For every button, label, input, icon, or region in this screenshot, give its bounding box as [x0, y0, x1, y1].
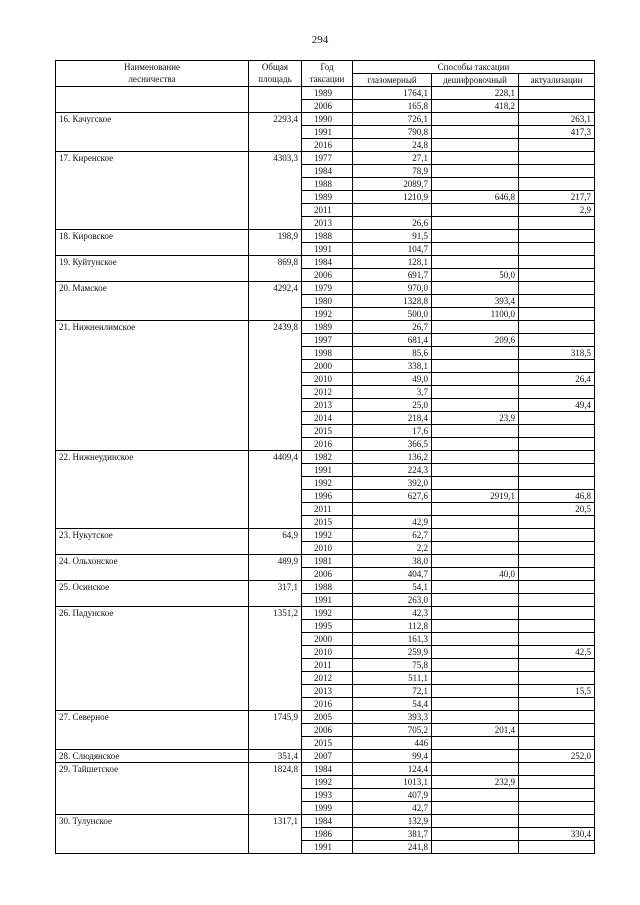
update-value: 49,4 [519, 399, 595, 412]
taxation-year: 1992 [302, 308, 353, 321]
visual-value [353, 503, 432, 516]
update-value [519, 87, 595, 100]
visual-value: 124,4 [353, 763, 432, 776]
forestry-area: 198,9 [249, 230, 302, 256]
update-value: 263,1 [519, 113, 595, 126]
visual-value: 25,0 [353, 399, 432, 412]
taxation-year: 1992 [302, 607, 353, 620]
update-value [519, 581, 595, 594]
decoding-value [432, 828, 519, 841]
taxation-year: 1989 [302, 87, 353, 100]
decoding-value [432, 126, 519, 139]
decoding-value [432, 763, 519, 776]
decoding-value: 646,8 [432, 191, 519, 204]
update-value: 26,4 [519, 373, 595, 386]
visual-value: 2089,7 [353, 178, 432, 191]
taxation-year: 1979 [302, 282, 353, 295]
decoding-value [432, 477, 519, 490]
visual-value: 2,2 [353, 542, 432, 555]
update-value [519, 425, 595, 438]
visual-value: 42,3 [353, 607, 432, 620]
visual-value: 161,3 [353, 633, 432, 646]
forestry-area: 2293,4 [249, 113, 302, 152]
update-value [519, 269, 595, 282]
visual-value: 91,5 [353, 230, 432, 243]
update-value [519, 542, 595, 555]
table-body [56, 87, 595, 854]
decoding-value [432, 178, 519, 191]
forestry-area: 489,9 [249, 555, 302, 581]
table-row [56, 529, 595, 542]
decoding-value [432, 737, 519, 750]
taxation-year: 2012 [302, 386, 353, 399]
taxation-year: 1988 [302, 230, 353, 243]
taxation-year: 1991 [302, 126, 353, 139]
taxation-year: 2014 [302, 412, 353, 425]
visual-value: 381,7 [353, 828, 432, 841]
taxation-year: 1980 [302, 295, 353, 308]
table-row [56, 87, 595, 100]
visual-value: 78,9 [353, 165, 432, 178]
update-value [519, 243, 595, 256]
table-header [56, 61, 595, 87]
forestry-name: 20. Мамское [56, 282, 249, 321]
forestry-area: 4409,4 [249, 451, 302, 529]
taxation-year: 2006 [302, 724, 353, 737]
taxation-year: 2006 [302, 568, 353, 581]
taxation-year: 1984 [302, 256, 353, 269]
decoding-value [432, 204, 519, 217]
visual-value: 259,9 [353, 646, 432, 659]
update-value: 42,5 [519, 646, 595, 659]
forestry-name: 23. Нукутское [56, 529, 249, 555]
decoding-value [432, 607, 519, 620]
taxation-year: 1990 [302, 113, 353, 126]
decoding-value [432, 529, 519, 542]
update-value [519, 451, 595, 464]
visual-value: 54,4 [353, 698, 432, 711]
visual-value: 627,6 [353, 490, 432, 503]
visual-value [353, 204, 432, 217]
decoding-value [432, 711, 519, 724]
taxation-year: 2006 [302, 100, 353, 113]
taxation-year: 2005 [302, 711, 353, 724]
taxation-year: 1982 [302, 451, 353, 464]
update-value [519, 724, 595, 737]
visual-value: 132,9 [353, 815, 432, 828]
decoding-value [432, 243, 519, 256]
decoding-value [432, 698, 519, 711]
visual-value: 24,8 [353, 139, 432, 152]
header-method-update: актуализации [519, 74, 595, 87]
taxation-year: 2010 [302, 646, 353, 659]
decoding-value [432, 802, 519, 815]
taxation-year: 1995 [302, 620, 353, 633]
table-row [56, 763, 595, 776]
header-method-visual: глазомерный [353, 74, 432, 87]
taxation-year: 2015 [302, 737, 353, 750]
taxation-year: 2000 [302, 633, 353, 646]
decoding-value: 1100,0 [432, 308, 519, 321]
table-row [56, 555, 595, 568]
taxation-year: 1991 [302, 594, 353, 607]
visual-value: 62,7 [353, 529, 432, 542]
forestry-area: 317,1 [249, 581, 302, 607]
decoding-value: 232,9 [432, 776, 519, 789]
visual-value: 366,5 [353, 438, 432, 451]
visual-value: 224,3 [353, 464, 432, 477]
update-value: 252,0 [519, 750, 595, 763]
update-value [519, 165, 595, 178]
visual-value: 3,7 [353, 386, 432, 399]
forestry-area: 869,8 [249, 256, 302, 282]
update-value [519, 672, 595, 685]
update-value [519, 568, 595, 581]
taxation-year: 2011 [302, 503, 353, 516]
decoding-value [432, 113, 519, 126]
visual-value: 49,0 [353, 373, 432, 386]
update-value [519, 711, 595, 724]
visual-value: 75,8 [353, 659, 432, 672]
taxation-year: 2016 [302, 139, 353, 152]
forestry-name: 30. Тулунское [56, 815, 249, 854]
taxation-year: 1986 [302, 828, 353, 841]
decoding-value [432, 542, 519, 555]
taxation-year: 1992 [302, 529, 353, 542]
visual-value: 99,4 [353, 750, 432, 763]
decoding-value [432, 165, 519, 178]
update-value [519, 776, 595, 789]
decoding-value [432, 360, 519, 373]
taxation-year: 2011 [302, 204, 353, 217]
forestry-name: 28. Слюдянское [56, 750, 249, 763]
taxation-year: 2015 [302, 425, 353, 438]
taxation-year: 1977 [302, 152, 353, 165]
visual-value: 392,0 [353, 477, 432, 490]
taxation-year: 1981 [302, 555, 353, 568]
visual-value: 338,1 [353, 360, 432, 373]
update-value [519, 659, 595, 672]
visual-value: 27,1 [353, 152, 432, 165]
decoding-value [432, 217, 519, 230]
taxation-year: 2007 [302, 750, 353, 763]
table-row [56, 451, 595, 464]
visual-value: 241,8 [353, 841, 432, 854]
visual-value: 705,2 [353, 724, 432, 737]
decoding-value [432, 139, 519, 152]
decoding-value: 23,9 [432, 412, 519, 425]
update-value [519, 386, 595, 399]
visual-value: 72,1 [353, 685, 432, 698]
update-value [519, 412, 595, 425]
update-value [519, 529, 595, 542]
update-value [519, 620, 595, 633]
taxation-year: 2016 [302, 438, 353, 451]
update-value [519, 841, 595, 854]
update-value [519, 464, 595, 477]
visual-value: 85,6 [353, 347, 432, 360]
taxation-year: 2000 [302, 360, 353, 373]
taxation-year: 1989 [302, 321, 353, 334]
update-value [519, 217, 595, 230]
decoding-value [432, 516, 519, 529]
forestry-area: 64,9 [249, 529, 302, 555]
taxation-year: 1991 [302, 841, 353, 854]
table-row [56, 581, 595, 594]
header-year: Год таксации [302, 61, 353, 87]
visual-value: 393,3 [353, 711, 432, 724]
visual-value: 17,6 [353, 425, 432, 438]
decoding-value [432, 685, 519, 698]
forestry-name: 25. Осинское [56, 581, 249, 607]
visual-value: 681,4 [353, 334, 432, 347]
update-value: 2,9 [519, 204, 595, 217]
forestry-area: 1351,2 [249, 607, 302, 711]
forestry-name: 17. Киренское [56, 152, 249, 230]
table-row [56, 282, 595, 295]
forestry-name: 29. Тайшетское [56, 763, 249, 815]
visual-value: 42,7 [353, 802, 432, 815]
taxation-year: 1984 [302, 763, 353, 776]
taxation-year: 2012 [302, 672, 353, 685]
visual-value: 54,1 [353, 581, 432, 594]
taxation-year: 1992 [302, 477, 353, 490]
visual-value: 790,8 [353, 126, 432, 139]
decoding-value [432, 789, 519, 802]
taxation-year: 1984 [302, 815, 353, 828]
taxation-year: 1996 [302, 490, 353, 503]
update-value [519, 737, 595, 750]
decoding-value [432, 425, 519, 438]
update-value [519, 516, 595, 529]
decoding-value: 40,0 [432, 568, 519, 581]
forestry-name: 24. Ольхонское [56, 555, 249, 581]
update-value [519, 763, 595, 776]
visual-value: 136,2 [353, 451, 432, 464]
update-value [519, 633, 595, 646]
taxation-year: 2010 [302, 542, 353, 555]
decoding-value [432, 464, 519, 477]
visual-value: 511,1 [353, 672, 432, 685]
update-value [519, 321, 595, 334]
visual-value: 404,7 [353, 568, 432, 581]
table-row [56, 230, 595, 243]
update-value [519, 152, 595, 165]
decoding-value [432, 555, 519, 568]
decoding-value [432, 750, 519, 763]
update-value: 217,7 [519, 191, 595, 204]
visual-value: 26,7 [353, 321, 432, 334]
taxation-year: 2013 [302, 399, 353, 412]
taxation-year: 1993 [302, 789, 353, 802]
visual-value: 38,0 [353, 555, 432, 568]
update-value [519, 815, 595, 828]
taxation-year: 1992 [302, 776, 353, 789]
visual-value: 407,9 [353, 789, 432, 802]
update-value [519, 607, 595, 620]
decoding-value: 393,4 [432, 295, 519, 308]
visual-value: 112,8 [353, 620, 432, 633]
forestry-name: 18. Кировское [56, 230, 249, 256]
page-number: 294 [311, 34, 329, 46]
update-value: 46,8 [519, 490, 595, 503]
decoding-value: 201,4 [432, 724, 519, 737]
decoding-value [432, 620, 519, 633]
table-row [56, 152, 595, 165]
update-value [519, 295, 595, 308]
header-name: Наименование лесничества [56, 61, 249, 87]
update-value [519, 438, 595, 451]
forestry-area: 1745,9 [249, 711, 302, 750]
decoding-value: 418,2 [432, 100, 519, 113]
header-method-decoding: дешифровочный [432, 74, 519, 87]
table-row [56, 607, 595, 620]
visual-value: 691,7 [353, 269, 432, 282]
update-value [519, 477, 595, 490]
taxation-year: 1991 [302, 243, 353, 256]
decoding-value [432, 815, 519, 828]
decoding-value [432, 503, 519, 516]
visual-value: 970,0 [353, 282, 432, 295]
taxation-year: 1984 [302, 165, 353, 178]
forestry-area: 4292,4 [249, 282, 302, 321]
header-area: Общая площадь [249, 61, 302, 87]
table-row [56, 256, 595, 269]
taxation-year: 1997 [302, 334, 353, 347]
visual-value: 218,4 [353, 412, 432, 425]
taxation-year: 2013 [302, 685, 353, 698]
update-value [519, 360, 595, 373]
taxation-year: 1988 [302, 178, 353, 191]
taxation-year: 1998 [302, 347, 353, 360]
visual-value: 42,9 [353, 516, 432, 529]
visual-value: 726,1 [353, 113, 432, 126]
update-value: 20,5 [519, 503, 595, 516]
decoding-value: 209,6 [432, 334, 519, 347]
taxation-year: 2010 [302, 373, 353, 386]
decoding-value: 228,1 [432, 87, 519, 100]
update-value: 417,3 [519, 126, 595, 139]
visual-value: 1328,8 [353, 295, 432, 308]
update-value [519, 334, 595, 347]
visual-value: 1210,9 [353, 191, 432, 204]
forestry-name: 26. Падунское [56, 607, 249, 711]
forestry-name: 21. Нижнеилимское [56, 321, 249, 451]
taxation-year: 2015 [302, 516, 353, 529]
taxation-year: 2006 [302, 269, 353, 282]
decoding-value [432, 581, 519, 594]
update-value [519, 594, 595, 607]
update-value [519, 789, 595, 802]
decoding-value [432, 633, 519, 646]
update-value [519, 802, 595, 815]
decoding-value [432, 672, 519, 685]
decoding-value [432, 152, 519, 165]
taxation-year: 1999 [302, 802, 353, 815]
taxation-year: 2013 [302, 217, 353, 230]
update-value [519, 256, 595, 269]
decoding-value [432, 386, 519, 399]
update-value [519, 139, 595, 152]
forestry-name: 16. Качугское [56, 113, 249, 152]
update-value [519, 282, 595, 295]
forestry-area: 2439,8 [249, 321, 302, 451]
update-value [519, 555, 595, 568]
decoding-value [432, 282, 519, 295]
taxation-year: 1991 [302, 464, 353, 477]
taxation-year: 2016 [302, 698, 353, 711]
update-value: 15,5 [519, 685, 595, 698]
visual-value: 26,6 [353, 217, 432, 230]
visual-value: 104,7 [353, 243, 432, 256]
visual-value: 128,1 [353, 256, 432, 269]
decoding-value: 50,0 [432, 269, 519, 282]
visual-value: 165,8 [353, 100, 432, 113]
decoding-value [432, 841, 519, 854]
update-value [519, 178, 595, 191]
decoding-value [432, 347, 519, 360]
decoding-value [432, 451, 519, 464]
update-value: 330,4 [519, 828, 595, 841]
decoding-value [432, 230, 519, 243]
forestry-name [56, 87, 249, 113]
taxation-year: 1989 [302, 191, 353, 204]
update-value [519, 230, 595, 243]
decoding-value [432, 373, 519, 386]
forestry-name: 22. Нижнеудинское [56, 451, 249, 529]
visual-value: 1764,1 [353, 87, 432, 100]
forestry-name: 19. Куйтунское [56, 256, 249, 282]
forest-taxation-table [55, 60, 595, 854]
table-row [56, 815, 595, 828]
visual-value: 263,0 [353, 594, 432, 607]
update-value: 318,5 [519, 347, 595, 360]
update-value [519, 698, 595, 711]
forestry-area: 4303,3 [249, 152, 302, 230]
decoding-value [432, 594, 519, 607]
decoding-value [432, 256, 519, 269]
visual-value: 1013,1 [353, 776, 432, 789]
update-value [519, 100, 595, 113]
taxation-year: 1988 [302, 581, 353, 594]
table-row [56, 711, 595, 724]
decoding-value [432, 399, 519, 412]
taxation-year: 2011 [302, 659, 353, 672]
visual-value: 500,0 [353, 308, 432, 321]
forestry-area: 351,4 [249, 750, 302, 763]
forestry-area: 1317,1 [249, 815, 302, 854]
table-row [56, 750, 595, 763]
forestry-area [249, 87, 302, 113]
decoding-value [432, 646, 519, 659]
table-row [56, 113, 595, 126]
decoding-value [432, 659, 519, 672]
forestry-area: 1824,8 [249, 763, 302, 815]
decoding-value [432, 321, 519, 334]
forestry-name: 27. Северное [56, 711, 249, 750]
decoding-value: 2919,1 [432, 490, 519, 503]
visual-value: 446 [353, 737, 432, 750]
header-methods-group: Способы таксации [353, 61, 595, 74]
table-row [56, 321, 595, 334]
update-value [519, 308, 595, 321]
decoding-value [432, 438, 519, 451]
